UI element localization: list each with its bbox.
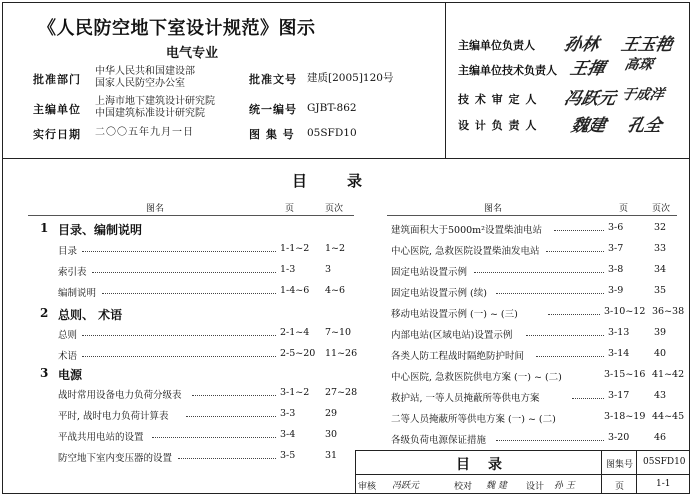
leader-dots xyxy=(496,440,604,441)
toc-item-pages: 40 xyxy=(654,348,667,359)
toc-item-page: 3-8 xyxy=(608,264,624,275)
toc-item-name[interactable]: 救护站, 一等人员掩蔽所等供电方案 xyxy=(391,393,540,404)
signature-2b: 高琛 xyxy=(623,57,655,73)
title-block-divider-2 xyxy=(636,451,637,493)
leader-dots xyxy=(102,293,276,294)
check-label: 校对 xyxy=(454,482,473,492)
design-label: 设计 xyxy=(526,482,545,492)
toc-item-page: 3-9 xyxy=(608,285,624,296)
title-block-rule xyxy=(356,474,689,475)
toc-item-name[interactable]: 索引表 xyxy=(58,267,87,278)
leader-dots xyxy=(546,251,604,252)
toc-item-pages: 44~45 xyxy=(652,411,685,422)
toc-item-pages: 3 xyxy=(325,264,332,275)
toc-item-page: 3-13 xyxy=(608,327,630,338)
editor-unit-line2: 中国建筑标准设计研究院 xyxy=(95,108,205,119)
toc-item-page: 3-3 xyxy=(280,408,296,419)
col-pages-right: 页次 xyxy=(652,204,671,214)
right-header-rule xyxy=(387,215,677,216)
toc-item-page: 1-1~2 xyxy=(280,243,310,254)
toc-item-name[interactable]: 二等人员掩蔽所等供电方案 (一) ~ (二) xyxy=(391,414,556,425)
toc-item-page: 3-15~16 xyxy=(604,369,646,380)
signature-1a: 孙林 xyxy=(562,35,601,55)
leader-dots xyxy=(526,335,604,336)
toc-heading: 目录 xyxy=(292,172,403,190)
toc-item-page: 1-3 xyxy=(280,264,296,275)
toc-item-pages: 11~26 xyxy=(325,348,358,359)
toc-item-name[interactable]: 中心医院, 急救医院设置柴油发电站 xyxy=(391,246,540,257)
leader-dots xyxy=(178,458,276,459)
resp-label-1: 主编单位负责人 xyxy=(458,39,535,52)
toc-item-page: 3-18~19 xyxy=(604,411,646,422)
toc-item-page: 3-4 xyxy=(280,429,296,440)
atlas-no: 05SFD10 xyxy=(643,457,686,467)
toc-item-name[interactable]: 各级负荷电源保证措施 xyxy=(391,435,487,446)
section-title-2: 总则、 术语 xyxy=(58,308,123,322)
toc-item-page: 1-4~6 xyxy=(280,285,310,296)
toc-item-name[interactable]: 总则 xyxy=(58,330,78,341)
toc-item-pages: 34 xyxy=(654,264,667,275)
approval-no-label: 批准文号 xyxy=(249,73,297,86)
section-title-3: 电源 xyxy=(58,368,83,382)
unified-no: GJBT-862 xyxy=(307,102,357,114)
page-number: 1-1 xyxy=(656,479,671,489)
toc-item-name[interactable]: 目录 xyxy=(58,246,78,257)
approval-dept-label: 批准部门 xyxy=(33,73,81,86)
approval-dept-line2: 国家人民防空办公室 xyxy=(95,78,185,89)
section-title-1: 目录、编制说明 xyxy=(58,223,143,237)
toc-item-pages: 31 xyxy=(325,450,338,461)
checker: 魏 建 xyxy=(486,481,507,491)
header-divider xyxy=(445,2,446,158)
section-num-1: 1 xyxy=(40,221,49,235)
toc-item-page: 2-1~4 xyxy=(280,327,310,338)
atlas-no-label: 图 集 号 xyxy=(249,128,295,141)
toc-item-name[interactable]: 平战共用电站的设置 xyxy=(58,432,144,443)
toc-item-name[interactable]: 各类人防工程战时隔绝防护时间 xyxy=(391,351,525,362)
toc-item-name[interactable]: 固定电站设置示例 (续) xyxy=(391,288,487,299)
leader-dots xyxy=(152,437,276,438)
signature-3a: 冯跃元 xyxy=(562,89,618,109)
section-num-2: 2 xyxy=(40,306,49,320)
toc-item-name[interactable]: 防空地下室内变压器的设置 xyxy=(58,453,173,464)
resp-label-4: 设 计 负 责 人 xyxy=(458,119,538,132)
toc-item-pages: 46 xyxy=(654,432,667,443)
toc-item-pages: 29 xyxy=(325,408,338,419)
toc-item-pages: 7~10 xyxy=(325,327,352,338)
toc-item-pages: 27~28 xyxy=(325,387,358,398)
col-name-right: 图名 xyxy=(484,204,503,214)
leader-dots xyxy=(82,251,276,252)
toc-item-pages: 32 xyxy=(654,222,667,233)
toc-item-name[interactable]: 平时, 战时电力负荷计算表 xyxy=(58,411,169,422)
leader-dots xyxy=(496,293,604,294)
page-label: 页 xyxy=(615,482,625,492)
atlas-label: 图集号 xyxy=(606,460,634,470)
header-bottom-rule xyxy=(2,158,690,159)
toc-item-pages: 1~2 xyxy=(325,243,346,254)
toc-item-page: 3-7 xyxy=(608,243,624,254)
toc-item-pages: 41~42 xyxy=(652,369,685,380)
signature-2a: 王揮 xyxy=(568,59,607,79)
left-header-rule xyxy=(28,215,354,216)
effective-label: 实行日期 xyxy=(33,128,81,141)
toc-item-name[interactable]: 编制说明 xyxy=(58,288,97,299)
leader-dots xyxy=(192,395,276,396)
toc-item-name[interactable]: 建筑面积大于5000m²设置柴油电站 xyxy=(391,225,542,236)
review-label: 审核 xyxy=(358,482,377,492)
toc-item-page: 2-5~20 xyxy=(280,348,316,359)
leader-dots xyxy=(536,356,604,357)
leader-dots xyxy=(548,314,600,315)
leader-dots xyxy=(82,335,276,336)
resp-label-2: 主编单位技术负责人 xyxy=(458,64,557,77)
document-title: 《人民防空地下室设计规范》图示 xyxy=(38,18,316,39)
reviewer: 冯跃元 xyxy=(392,481,420,491)
toc-item-page: 3-14 xyxy=(608,348,630,359)
resp-label-3: 技 术 审 定 人 xyxy=(458,93,538,106)
toc-item-name[interactable]: 中心医院, 急救医院供电方案 (一) ~ (二) xyxy=(391,372,562,383)
approval-dept-line1: 中华人民共和国建设部 xyxy=(95,66,195,77)
unified-no-label: 统一编号 xyxy=(249,103,297,116)
leader-dots xyxy=(92,272,276,273)
toc-item-pages: 43 xyxy=(654,390,667,401)
toc-item-name[interactable]: 固定电站设置示例 xyxy=(391,267,468,278)
toc-item-page: 3-6 xyxy=(608,222,624,233)
toc-item-pages: 39 xyxy=(654,327,667,338)
atlas-no: 05SFD10 xyxy=(307,127,357,139)
leader-dots xyxy=(186,416,276,417)
toc-item-pages: 30 xyxy=(325,429,338,440)
title-block-divider xyxy=(601,451,602,493)
toc-item-name[interactable]: 术语 xyxy=(58,351,78,362)
toc-item-name[interactable]: 内部电站(区域电站)设置示例 xyxy=(391,330,513,341)
signature-3b: 于成洋 xyxy=(620,87,666,103)
toc-item-page: 3-5 xyxy=(280,450,296,461)
document-subtitle: 电气专业 xyxy=(166,46,219,61)
designer: 孙 王 xyxy=(554,481,575,491)
toc-item-name[interactable]: 移动电站设置示例 (一) ~ (三) xyxy=(391,309,518,320)
toc-item-pages: 4~6 xyxy=(325,285,346,296)
signature-1b: 王玉艳 xyxy=(619,35,675,55)
title-block xyxy=(355,450,690,494)
signature-4b: 孔全 xyxy=(625,116,664,136)
col-page-left: 页 xyxy=(285,204,295,214)
toc-item-page: 3-1~2 xyxy=(280,387,310,398)
col-page-right: 页 xyxy=(619,204,629,214)
signature-4a: 魏建 xyxy=(569,116,608,136)
section-num-3: 3 xyxy=(40,366,49,380)
toc-item-page: 3-20 xyxy=(608,432,630,443)
effective-date: 二〇〇五年九月一日 xyxy=(95,127,194,138)
leader-dots xyxy=(82,356,276,357)
toc-item-page: 3-10~12 xyxy=(604,306,646,317)
leader-dots xyxy=(554,230,604,231)
col-name-left: 图名 xyxy=(146,204,165,214)
toc-item-pages: 36~38 xyxy=(652,306,685,317)
toc-item-name[interactable]: 战时常用设备电力负荷分级表 xyxy=(58,390,182,401)
toc-item-pages: 33 xyxy=(654,243,667,254)
toc-item-page: 3-17 xyxy=(608,390,630,401)
approval-no: 建质[2005]120号 xyxy=(307,72,394,84)
editor-unit-line1: 上海市地下建筑设计研究院 xyxy=(95,96,215,107)
col-pages-left: 页次 xyxy=(325,204,344,214)
editor-unit-label: 主编单位 xyxy=(33,103,81,116)
toc-item-pages: 35 xyxy=(654,285,667,296)
title-block-title: 目录 xyxy=(456,457,520,473)
leader-dots xyxy=(474,272,604,273)
leader-dots xyxy=(572,398,604,399)
